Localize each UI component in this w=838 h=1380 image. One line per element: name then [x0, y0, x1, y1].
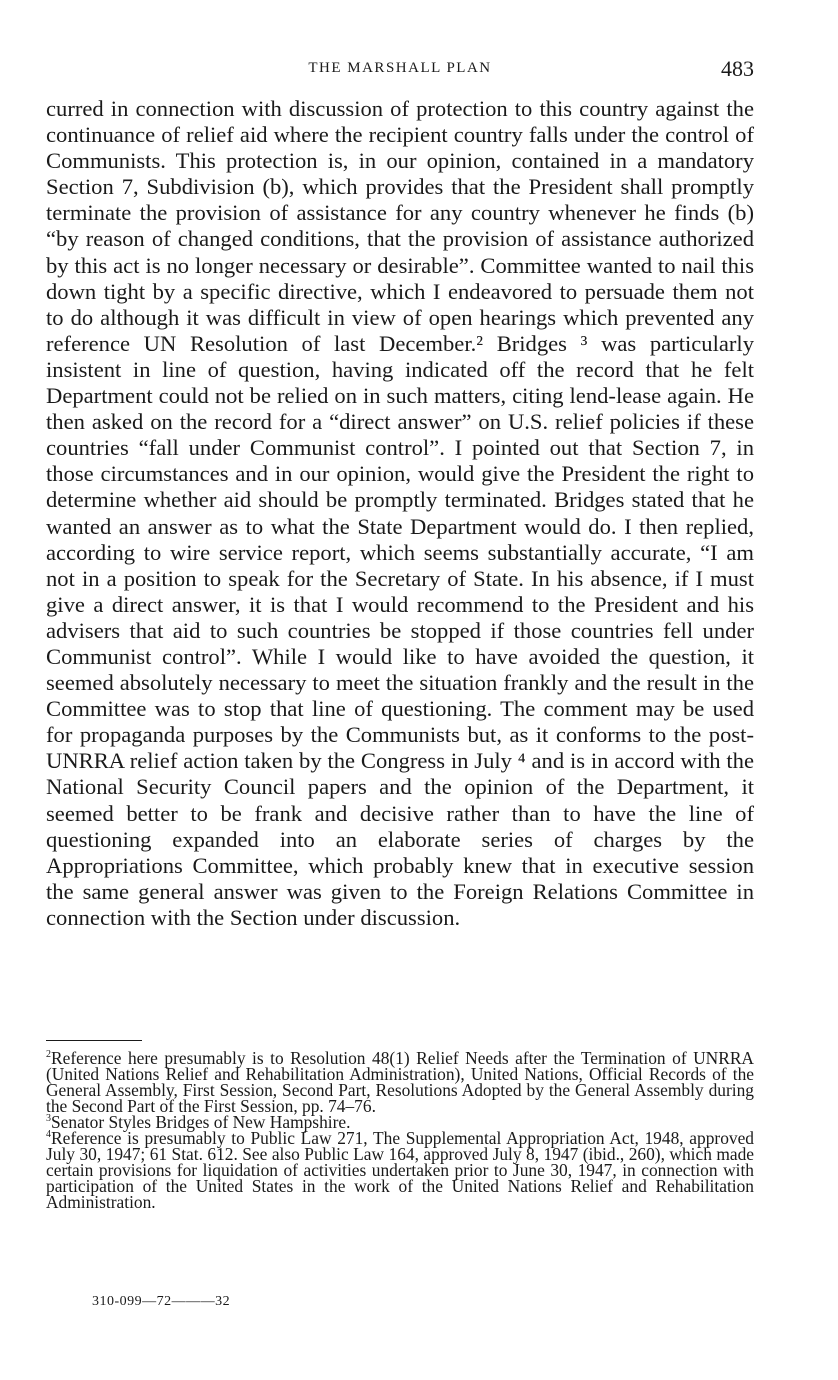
footnote-marker: 3: [46, 1113, 51, 1125]
footnote-text: Senator Styles Bridges of New Hampshire.: [51, 1112, 351, 1132]
printer-imprint: 310-099—72———32: [92, 1294, 231, 1309]
page-number: 483: [721, 56, 754, 81]
footnote-4: [46, 1130, 754, 1210]
footnote-text: Reference is presumably to Public Law 271, The Supplemental Appropriation Act, 1948, approved July 30, 1947; 61 Stat. 612. See also Public Law 164, approved July 8, 1947 (ibid., 260), which made certain provisions for liquidation of activities undertaken prior to June 30, 1947, in connection with participation of the United States in the work of the United Nations Relief and Rehabilitation Administration.: [46, 1128, 754, 1212]
footnotes: [46, 1050, 754, 1210]
footnote-2: [46, 1050, 754, 1114]
body-paragraph: curred in connection with discussion of protection to this country against the continuance of relief aid where the recipient country falls under the control of Communists. This protection is, in our opinion, contained in a mandatory Section 7, Subdivision (b), which provides that the President shall promptly terminate the provision of assistance for any country whenever he finds (b) “by reason of changed conditions, that the provision of assistance authorized by this act is no longer necessary or desirable”. Committee wanted to nail this down tight by a specific directive, which I endeavored to persuade them not to do although it was difficult in view of open hearings which prevented any reference UN Resolution of last December.² Bridges ³ was particularly insistent in line of question, having indicated off the record that he felt Department could not be relied on in such matters, citing lend-lease again. He then asked on the record for a “direct answer” on U.S. relief policies if these countries “fall under Communist control”. I pointed out that Section 7, in those circumstances and in our opinion, would give the President the right to determine whether aid should be promptly terminated. Bridges stated that he wanted an answer as to what the State Department would do. I then replied, according to wire service report, which seems substantially accurate, “I am not in a position to speak for the Secretary of State. In his absence, if I must give a direct answer, it is that I would recommend to the President and his advisers that aid to such countries be stopped if those countries fell under Communist control”. While I would like to have avoided the question, it seemed absolutely necessary to meet the situation frankly and the result in the Committee was to stop that line of questioning. The comment may be used for propaganda purposes by the Communists but, as it conforms to the post-UNRRA relief action taken by the Congress in July ⁴ and is in accord with the National Security Council papers and the opinion of the Department, it seemed better to be frank and decisive rather than to have the line of questioning expanded into an elaborate series of charges by the Appropriations Committee, which probably knew that in executive session the same general answer was given to the Foreign Relations Committee in connection with the Section under discussion.: [46, 96, 754, 930]
page-header: [46, 56, 754, 86]
footnote-text: Reference here presumably is to Resolution 48(1) Relief Needs after the Termination of UNRRA (United Nations Relief and Rehabilitation Administration), United Nations, Official Records of the General Assembly, First Session, Second Part, Resolutions Adopted by the General Assembly during the Second Part of the First Session, pp. 74–76.: [46, 1048, 754, 1116]
running-head: THE MARSHALL PLAN: [308, 60, 492, 76]
footnote-separator: [46, 1040, 142, 1041]
footnote-marker: 4: [46, 1129, 51, 1141]
footnote-marker: 2: [46, 1049, 51, 1061]
